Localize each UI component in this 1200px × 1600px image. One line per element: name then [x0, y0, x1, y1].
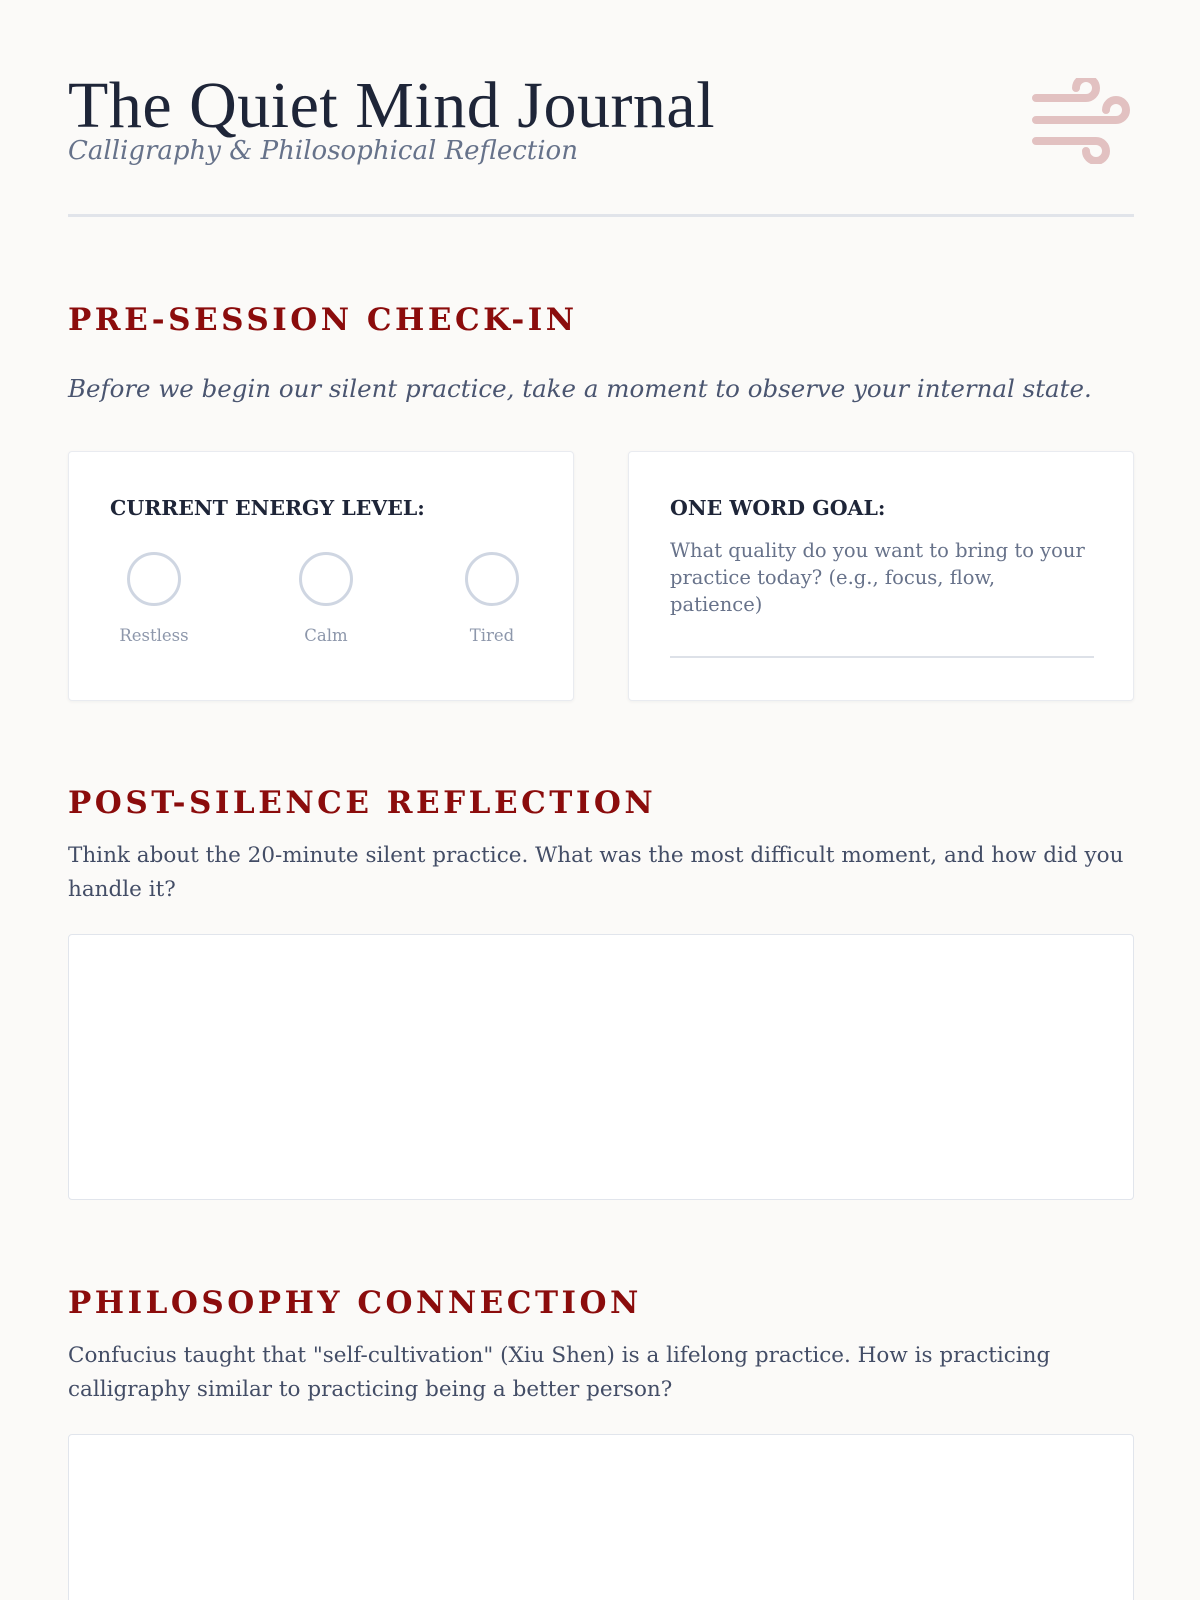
energy-radio-tired[interactable] [465, 552, 519, 606]
post-silence-prompt: Think about the 20-minute silent practice. What was the most difficult moment, and how did you handle it? [68, 843, 1124, 902]
energy-option-label: Tired [469, 626, 515, 645]
goal-input[interactable] [670, 622, 1094, 658]
pre-session-heading: PRE-SESSION CHECK-IN [68, 302, 578, 338]
energy-option-label: Restless [119, 626, 189, 645]
energy-option-restless[interactable] [94, 552, 214, 645]
journal-header [68, 0, 1134, 217]
energy-option-calm[interactable] [266, 552, 386, 645]
energy-option-tired[interactable] [432, 552, 552, 645]
energy-option-label: Calm [304, 626, 348, 645]
page-title: The Quiet Mind Journal [68, 69, 716, 142]
energy-radio-calm[interactable] [299, 552, 353, 606]
goal-card [628, 451, 1134, 701]
wind-icon [1030, 78, 1132, 164]
page-subtitle: Calligraphy & Philosophical Reflection [68, 136, 578, 166]
philosophy-heading: PHILOSOPHY CONNECTION [68, 1285, 642, 1321]
energy-level-card [68, 451, 574, 701]
energy-radio-restless[interactable] [127, 552, 181, 606]
post-silence-answer[interactable] [68, 934, 1134, 1200]
journal-page [68, 0, 1134, 1402]
philosophy-answer[interactable] [68, 1434, 1134, 1600]
pre-session-intro: Before we begin our silent practice, take a moment to observe your internal state. [68, 374, 1092, 403]
energy-level-label: CURRENT ENERGY LEVEL: [110, 496, 425, 520]
post-silence-heading: POST-SILENCE REFLECTION [68, 785, 657, 821]
goal-label: ONE WORD GOAL: [670, 496, 886, 520]
philosophy-prompt: Confucius taught that "self-cultivation" (Xiu Shen) is a lifelong practice. How is practicing calligraphy similar to practicing being a better person? [68, 1343, 1051, 1402]
goal-prompt: What quality do you want to bring to your practice today? (e.g., focus, flow, patience) [670, 539, 1085, 616]
